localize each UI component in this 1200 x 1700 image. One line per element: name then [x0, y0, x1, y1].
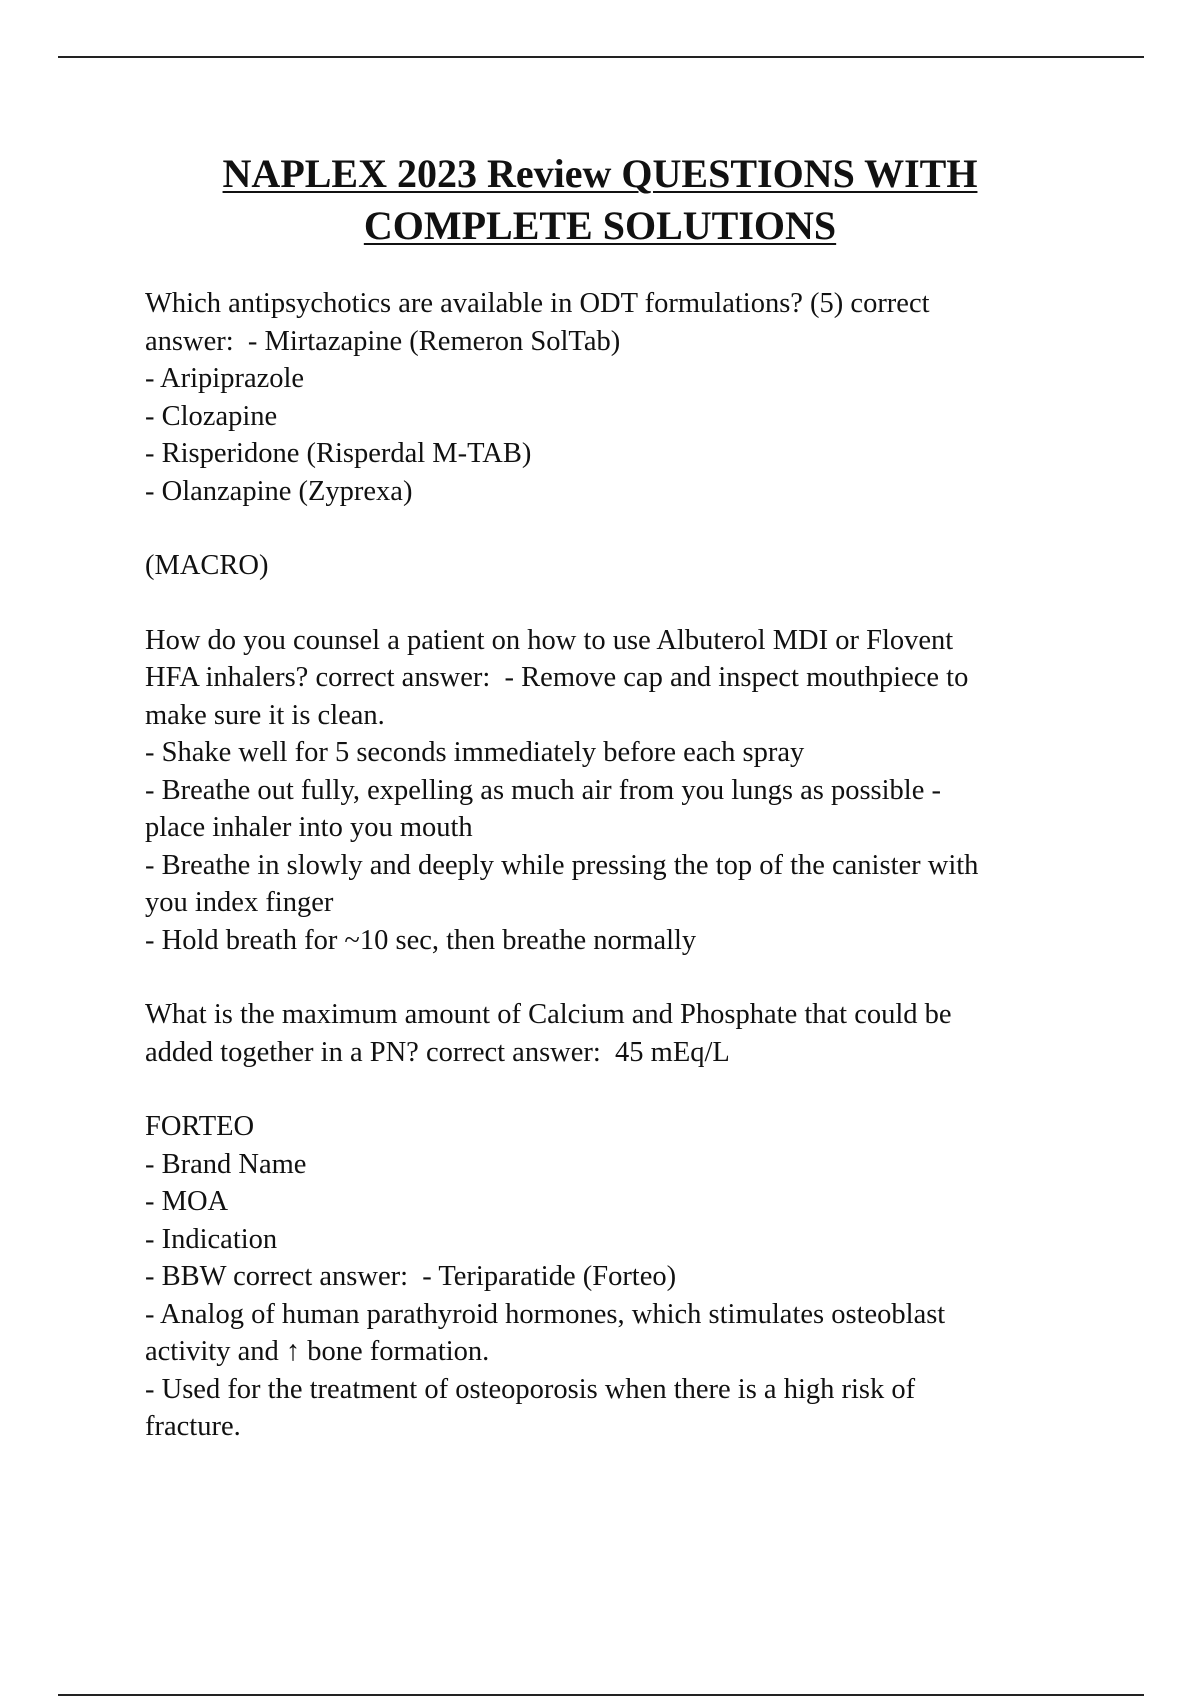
text-line: place inhaler into you mouth: [145, 812, 473, 843]
text-line: - Clozapine: [145, 400, 278, 432]
bottom-rule: [58, 1694, 1144, 1696]
section-label-macro: [145, 547, 1105, 585]
top-rule: [58, 56, 1144, 58]
text-line: - Olanzapine (Zyprexa): [145, 475, 413, 507]
text-line: How do you counsel a patient on how to use Albuterol MDI or Flovent: [145, 624, 954, 656]
text-line: fracture.: [145, 1411, 241, 1442]
qa-block-inhaler-counseling: [145, 622, 1105, 960]
text-line: What is the maximum amount of Calcium and Phosphate that could be: [145, 999, 952, 1030]
text-line: you index finger: [145, 887, 334, 918]
document-title: [100, 148, 1100, 252]
text-line: make sure it is clean.: [145, 699, 385, 731]
text-line: - Breathe out fully, expelling as much air from you lungs as possible -: [145, 774, 941, 806]
text-line: - Breathe in slowly and deeply while pressing the top of the canister with: [145, 849, 979, 881]
text-line: - BBW correct answer: - Teriparatide (Forteo): [145, 1261, 677, 1292]
text-line: - Aripiprazole: [145, 363, 305, 394]
text-line: added together in a PN? correct answer: 45 mEq/L: [145, 1036, 730, 1068]
text-line: answer: - Mirtazapine (Remeron SolTab): [145, 325, 621, 357]
text-line: - Analog of human parathyroid hormones, which stimulates osteoblast: [145, 1298, 946, 1330]
title-line-1: NAPLEX 2023 Review QUESTIONS WITH: [222, 151, 978, 196]
text-line: - Risperidone (Risperdal M-TAB): [145, 438, 532, 469]
text-line: - Hold breath for ~10 sec, then breathe normally: [145, 924, 697, 956]
text-line: HFA inhalers? correct answer: - Remove cap and inspect mouthpiece to: [145, 662, 969, 693]
text-line: - Shake well for 5 seconds immediately before each spray: [145, 737, 805, 768]
text-line: FORTEO: [145, 1111, 255, 1142]
text-line: - MOA: [145, 1186, 229, 1217]
qa-block-calcium-phosphate: [145, 996, 1105, 1071]
text-line: activity and ↑ bone formation.: [145, 1336, 490, 1367]
document-body: [145, 285, 1105, 1483]
qa-block-forteo: [145, 1108, 1105, 1446]
text-line: Which antipsychotics are available in ODT formulations? (5) correct: [145, 288, 930, 319]
text-line: - Used for the treatment of osteoporosis when there is a high risk of: [145, 1373, 916, 1405]
text-line: (MACRO): [145, 550, 269, 581]
title-line-2: COMPLETE SOLUTIONS: [363, 203, 837, 248]
text-line: - Brand Name: [145, 1148, 307, 1180]
text-line: - Indication: [145, 1223, 278, 1255]
qa-block-odt-antipsychotics: [145, 285, 1105, 510]
